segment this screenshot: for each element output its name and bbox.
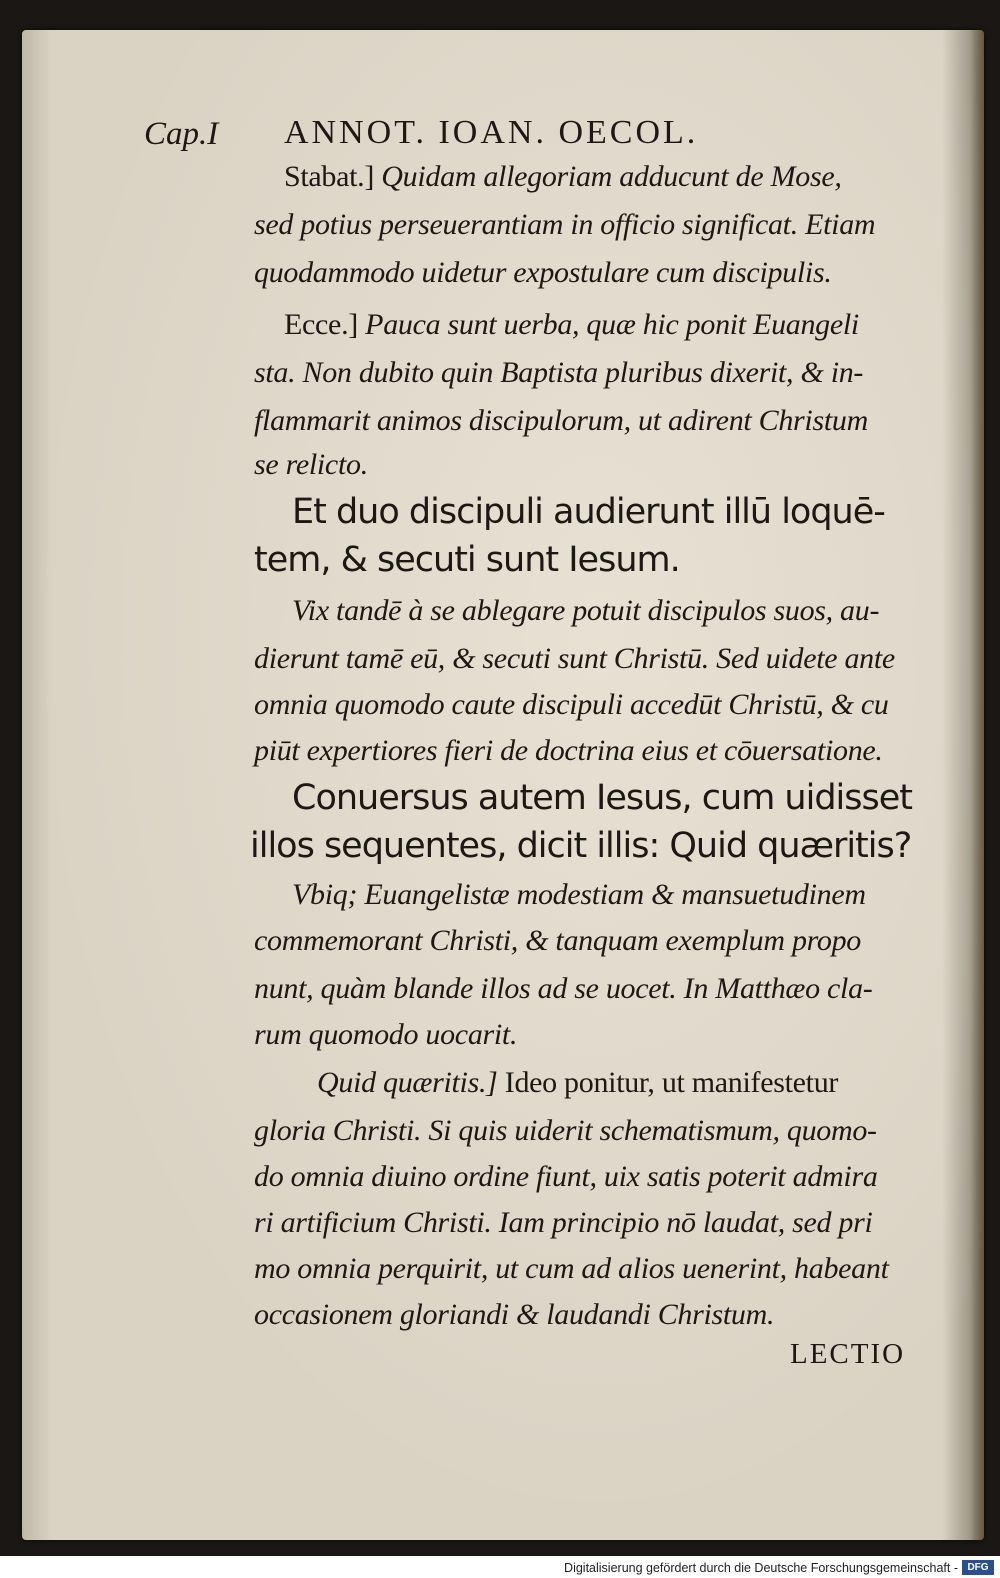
gloss-line: quodammodo uidetur expostulare cum discipulis. bbox=[254, 256, 832, 289]
gloss-lemma: Ecce.] bbox=[284, 308, 358, 341]
gloss-lemma: Quid quæritis.] bbox=[317, 1066, 498, 1099]
gloss-text: Pauca sunt uerba, quæ hic ponit Euangeli bbox=[365, 308, 859, 341]
bible-verse-line: illos sequentes, dicit illis: Quid quæritis? bbox=[250, 826, 912, 866]
gloss-line: nunt, quàm blande illos ad se uocet. In Matthæo cla- bbox=[254, 972, 873, 1005]
gloss-line: piūt expertiores fieri de doctrina eius et cōuersatione. bbox=[254, 734, 883, 767]
gloss-line: gloria Christi. Si quis uiderit schematismum, quomo- bbox=[254, 1114, 877, 1147]
gloss-lemma: Stabat.] bbox=[284, 160, 375, 193]
gloss-line: Vix tandē à se ablegare potuit discipulos suos, au- bbox=[292, 594, 880, 627]
chapter-label: Cap.I bbox=[144, 116, 219, 152]
gloss-text: Ideo ponitur, ut manifestetur bbox=[504, 1066, 839, 1099]
gloss-line bbox=[284, 308, 859, 342]
gloss-line: rum quomodo uocarit. bbox=[254, 1018, 518, 1051]
bible-verse-line: Et duo discipuli audierunt illū loquē- bbox=[292, 492, 885, 532]
page-text bbox=[22, 30, 984, 1540]
bible-verse-line: tem, & secuti sunt Iesum. bbox=[254, 540, 680, 580]
gloss-line: omnia quomodo caute discipuli accedūt Christū, & cu bbox=[254, 688, 889, 721]
gloss-line: dierunt tamē eū, & secuti sunt Christū. Sed uidete ante bbox=[254, 642, 895, 675]
gloss-line: Vbiq; Euangelistæ modestiam & mansuetudinem bbox=[292, 878, 866, 911]
bible-verse-line: Conuersus autem Iesus, cum uidisset bbox=[292, 778, 913, 818]
footer-bar bbox=[0, 1556, 1000, 1578]
gloss-line: do omnia diuino ordine fiunt, uix satis poterit admira bbox=[254, 1160, 878, 1193]
funding-credit: Digitalisierung gefördert durch die Deutsche Forschungsgemeinschaft - bbox=[564, 1561, 958, 1575]
gloss-line: commemorant Christi, & tanquam exemplum propo bbox=[254, 924, 862, 957]
gloss-line: occasionem gloriandi & laudandi Christum. bbox=[254, 1298, 775, 1331]
gloss-line bbox=[317, 1066, 838, 1100]
gloss-line: sed potius perseuerantiam in officio significat. Etiam bbox=[254, 208, 876, 241]
gloss-text: Quidam allegoriam adducunt de Mose, bbox=[381, 160, 842, 193]
gloss-line: ri artificium Christi. Iam principio nō laudat, sed pri bbox=[254, 1206, 873, 1239]
catchword: LECTIO bbox=[790, 1338, 906, 1370]
dfg-logo: DFG bbox=[962, 1560, 994, 1575]
gloss-line: sta. Non dubito quin Baptista pluribus dixerit, & in- bbox=[254, 356, 864, 389]
running-title: ANNOT. IOAN. OECOL. bbox=[284, 114, 699, 151]
gloss-line: mo omnia perquirit, ut cum ad alios uenerint, habeant bbox=[254, 1252, 889, 1285]
book-page bbox=[22, 30, 984, 1540]
gloss-line bbox=[284, 160, 842, 194]
gloss-line: flammarit animos discipulorum, ut adirent Christum bbox=[254, 404, 868, 437]
gloss-line: se relicto. bbox=[254, 448, 368, 481]
